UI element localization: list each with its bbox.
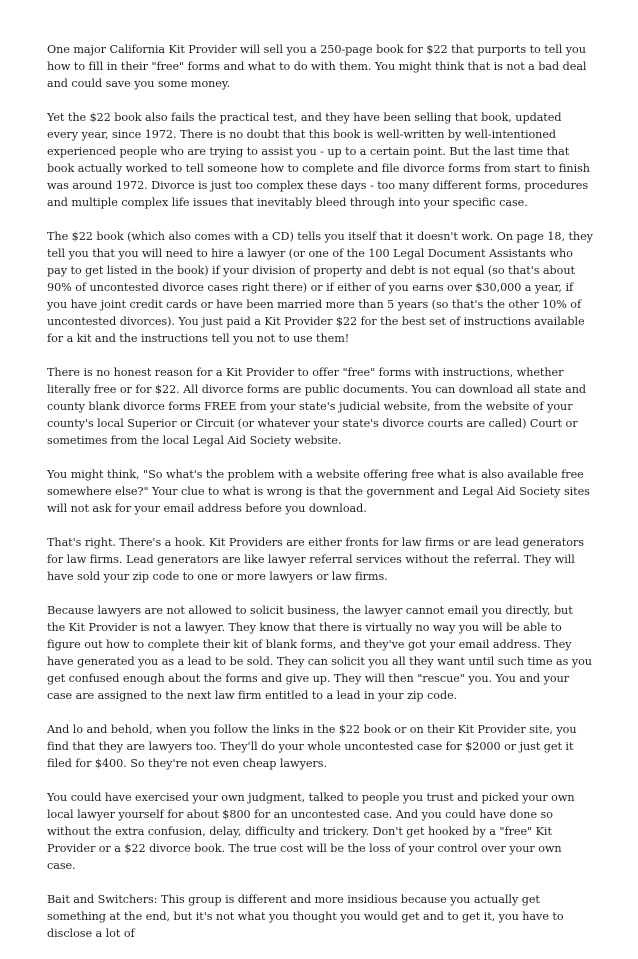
paragraph-6: That's right. There's a hook. Kit Providers are either fronts for law firms or are lead generators for law firms. Lead generators are like lawyer referral services without the referral. They will have sold your zip code to one or more lawyers or law firms. <box>47 536 584 583</box>
paragraph-10: Bait and Switchers: This group is different and more insidious because you actually get something at the end, but it's not what you thought you would get and to get it, you have to disclose a lot of <box>47 893 564 940</box>
paragraph-4: There is no honest reason for a Kit Provider to offer "free" forms with instructions, whether literally free or for $22. All divorce forms are public documents. You can download all state and county blank divorce forms FREE from your state's judicial website, from the website of your county's local Superior or Circuit (or whatever your state's divorce courts are called) Court or sometimes from the local Legal Aid Society website. <box>47 366 586 447</box>
paragraph-2: Yet the $22 book also fails the practical test, and they have been selling that book, updated every year, since 1972. There is no doubt that this book is well-written by well-intentioned experienced people who are trying to assist you - up to a certain point. But the last time that book actually worked to tell someone how to complete and file divorce forms from start to finish was around 1972. Divorce is just too complex these days - too many different forms, procedures and multiple complex life issues that inevitably bleed through into your specific case. <box>47 111 590 209</box>
paragraph-8: And lo and behold, when you follow the links in the $22 book or on their Kit Provider site, you find that they are lawyers too. They'll do your whole uncontested case for $2000 or just get it filed for $400. So they're not even cheap lawyers. <box>47 723 577 770</box>
paragraph-5: You might think, "So what's the problem with a website offering free what is also available free somewhere else?" Your clue to what is wrong is that the government and Legal Aid Society sites will not ask for your email address before you download. <box>47 468 590 515</box>
document-body <box>47 41 593 959</box>
paragraph-1: One major California Kit Provider will sell you a 250-page book for $22 that purports to tell you how to fill in their "free" forms and what to do with them. You might think that is not a bad deal and could save you some money. <box>47 43 587 90</box>
paragraph-9: You could have exercised your own judgment, talked to people you trust and picked your own local lawyer yourself for about $800 for an uncontested case. And you could have done so without the extra confusion, delay, difficulty and trickery. Don't get hooked by a "free" Kit Provider or a $22 divorce book. The true cost will be the loss of your control over your own case. <box>47 791 575 872</box>
paragraph-3: The $22 book (which also comes with a CD) tells you itself that it doesn't work. On page 18, they tell you that you will need to hire a lawyer (or one of the 100 Legal Document Assistants who pay to get listed in the book) if your division of property and debt is not equal (so that's about 90% of uncontested divorce cases right there) or if either of you earns over $30,000 a year, if you have joint credit cards or have been married more than 5 years (so that's the other 10% of uncontested divorces). You just paid a Kit Provider $22 for the best set of instructions available for a kit and the instructions tell you not to use them! <box>47 230 593 345</box>
paragraph-7: Because lawyers are not allowed to solicit business, the lawyer cannot email you directly, but the Kit Provider is not a lawyer. They know that there is virtually no way you will be able to figure out how to complete their kit of blank forms, and they've got your email address. They have generated you as a lead to be sold. They can solicit you all they want until such time as you get confused enough about the forms and give up. They will then "rescue" you. You and your case are assigned to the next law firm entitled to a lead in your zip code. <box>47 604 592 702</box>
